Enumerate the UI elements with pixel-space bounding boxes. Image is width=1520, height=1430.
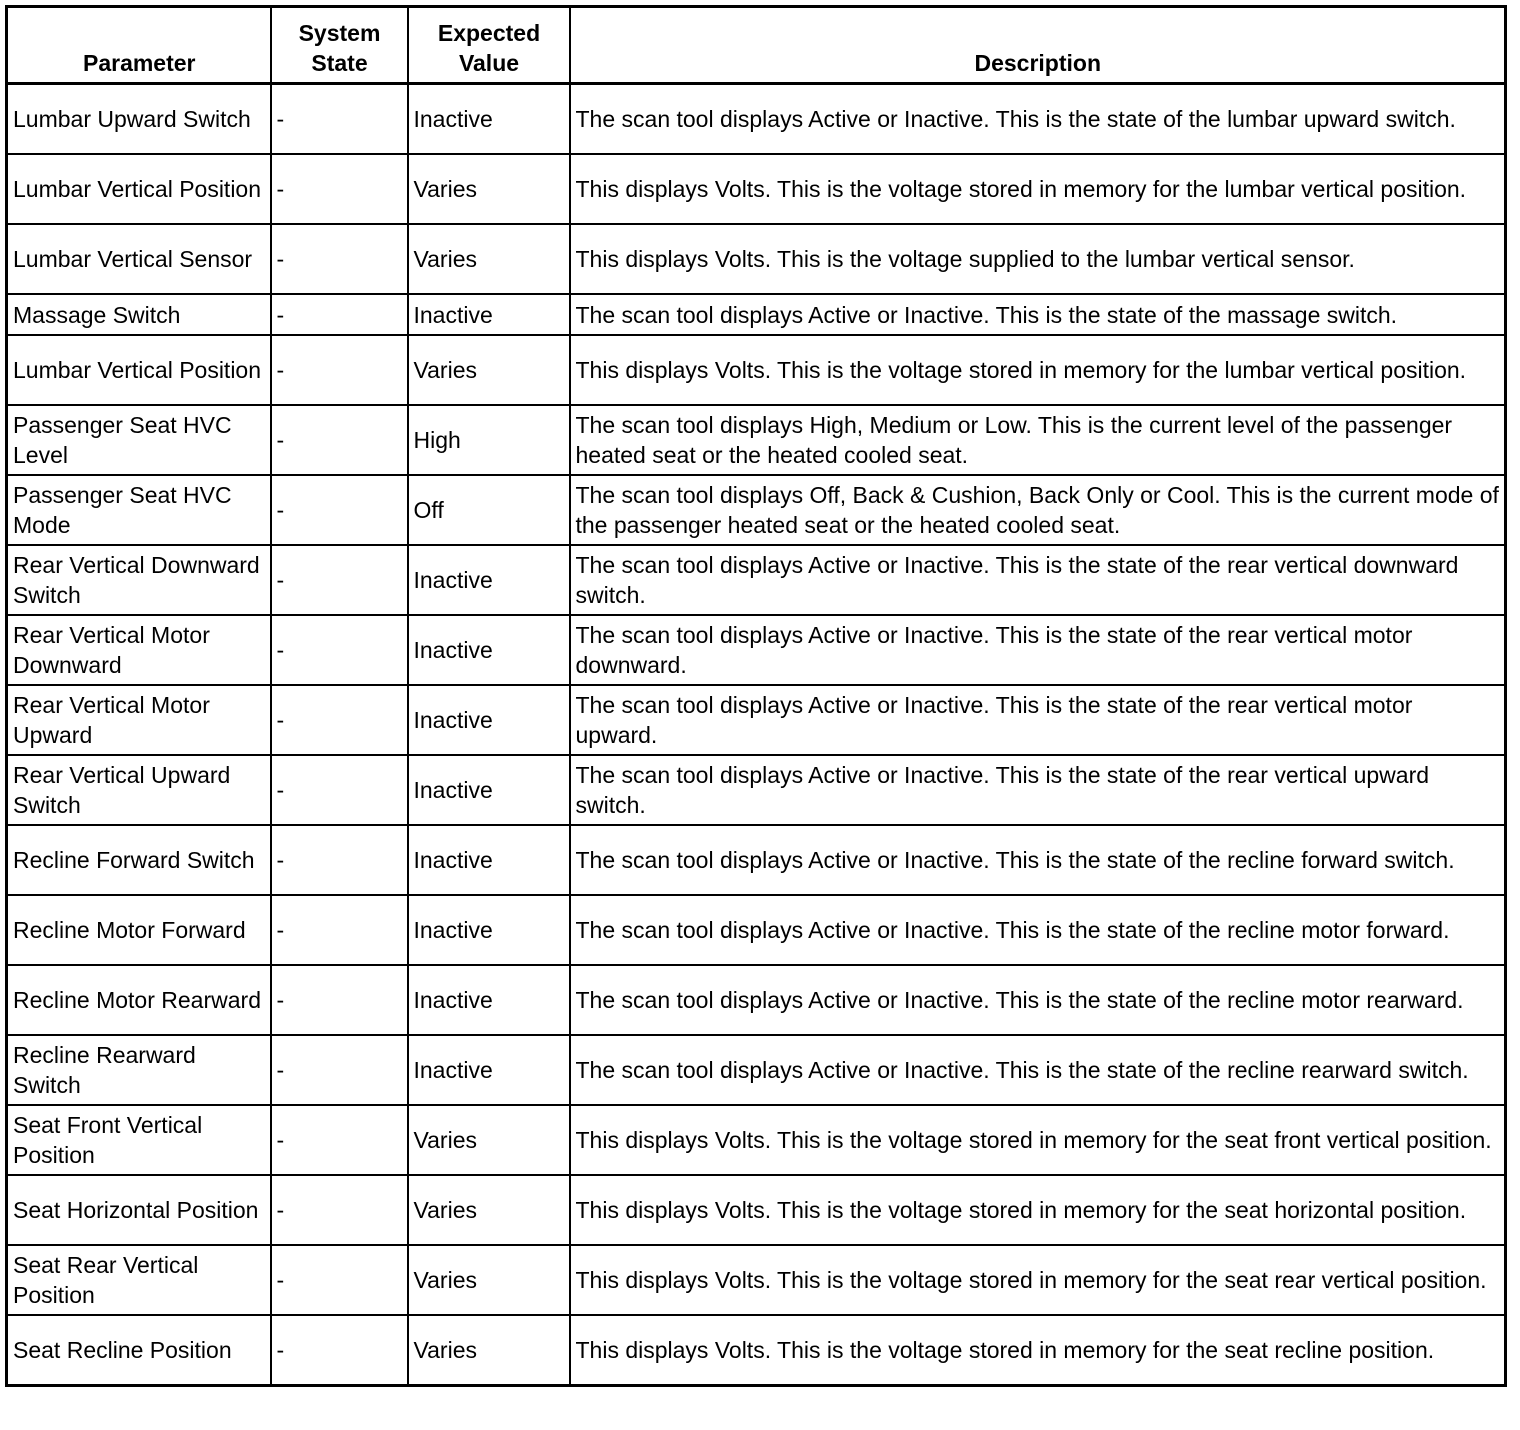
table-row bbox=[7, 615, 1506, 685]
parameter-cell: Lumbar Upward Switch bbox=[7, 84, 271, 155]
expected-value-cell: Inactive bbox=[408, 84, 570, 155]
system-state-cell: - bbox=[271, 965, 408, 1035]
table-row bbox=[7, 84, 1506, 155]
expected-value-cell: Varies bbox=[408, 224, 570, 294]
system-state-cell: - bbox=[271, 755, 408, 825]
system-state-cell: - bbox=[271, 154, 408, 224]
description-cell: The scan tool displays Off, Back & Cushion, Back Only or Cool. This is the current mode of the passenger heated seat or the heated cooled seat. bbox=[570, 475, 1506, 545]
description-cell: The scan tool displays High, Medium or Low. This is the current level of the passenger heated seat or the heated cooled seat. bbox=[570, 405, 1506, 475]
expected-value-cell: Varies bbox=[408, 1105, 570, 1175]
system-state-cell: - bbox=[271, 84, 408, 155]
expected-value-cell: Inactive bbox=[408, 755, 570, 825]
description-cell: This displays Volts. This is the voltage stored in memory for the seat front vertical position. bbox=[570, 1105, 1506, 1175]
header-expected-value: Expected Value bbox=[408, 7, 570, 84]
description-cell: The scan tool displays Active or Inactive. This is the state of the lumbar upward switch. bbox=[570, 84, 1506, 155]
description-cell: This displays Volts. This is the voltage stored in memory for the seat recline position. bbox=[570, 1315, 1506, 1386]
table-row bbox=[7, 1175, 1506, 1245]
parameter-cell: Massage Switch bbox=[7, 294, 271, 335]
description-cell: The scan tool displays Active or Inactive. This is the state of the recline motor forward. bbox=[570, 895, 1506, 965]
expected-value-cell: Varies bbox=[408, 1315, 570, 1386]
expected-value-cell: Inactive bbox=[408, 545, 570, 615]
system-state-cell: - bbox=[271, 1035, 408, 1105]
table-row bbox=[7, 825, 1506, 895]
table-row bbox=[7, 475, 1506, 545]
parameter-cell: Seat Front Vertical Position bbox=[7, 1105, 271, 1175]
parameter-cell: Recline Rearward Switch bbox=[7, 1035, 271, 1105]
system-state-cell: - bbox=[271, 615, 408, 685]
expected-value-cell: Varies bbox=[408, 1245, 570, 1315]
parameter-cell: Rear Vertical Upward Switch bbox=[7, 755, 271, 825]
expected-value-cell: Inactive bbox=[408, 685, 570, 755]
description-cell: The scan tool displays Active or Inactive. This is the state of the rear vertical downward switch. bbox=[570, 545, 1506, 615]
parameter-table bbox=[5, 5, 1507, 1387]
description-cell: This displays Volts. This is the voltage supplied to the lumbar vertical sensor. bbox=[570, 224, 1506, 294]
table-row bbox=[7, 1035, 1506, 1105]
parameter-cell: Recline Forward Switch bbox=[7, 825, 271, 895]
table-row bbox=[7, 685, 1506, 755]
description-cell: The scan tool displays Active or Inactive. This is the state of the rear vertical motor downward. bbox=[570, 615, 1506, 685]
parameter-cell: Lumbar Vertical Sensor bbox=[7, 224, 271, 294]
parameter-cell: Passenger Seat HVC Level bbox=[7, 405, 271, 475]
table-header-row bbox=[7, 7, 1506, 84]
system-state-cell: - bbox=[271, 335, 408, 405]
expected-value-cell: Inactive bbox=[408, 965, 570, 1035]
parameter-cell: Seat Recline Position bbox=[7, 1315, 271, 1386]
parameter-cell: Passenger Seat HVC Mode bbox=[7, 475, 271, 545]
parameter-cell: Lumbar Vertical Position bbox=[7, 335, 271, 405]
system-state-cell: - bbox=[271, 405, 408, 475]
expected-value-cell: Inactive bbox=[408, 294, 570, 335]
table-row bbox=[7, 1245, 1506, 1315]
expected-value-cell: Inactive bbox=[408, 1035, 570, 1105]
description-cell: The scan tool displays Active or Inactive. This is the state of the massage switch. bbox=[570, 294, 1506, 335]
table-row bbox=[7, 545, 1506, 615]
system-state-cell: - bbox=[271, 825, 408, 895]
table-row bbox=[7, 895, 1506, 965]
description-cell: The scan tool displays Active or Inactive. This is the state of the recline forward switch. bbox=[570, 825, 1506, 895]
table-row bbox=[7, 1315, 1506, 1386]
table-row bbox=[7, 755, 1506, 825]
expected-value-cell: Inactive bbox=[408, 825, 570, 895]
table-row bbox=[7, 965, 1506, 1035]
header-system-state: System State bbox=[271, 7, 408, 84]
expected-value-cell: High bbox=[408, 405, 570, 475]
expected-value-cell: Varies bbox=[408, 335, 570, 405]
table-row bbox=[7, 335, 1506, 405]
header-parameter: Parameter bbox=[7, 7, 271, 84]
table-row bbox=[7, 1105, 1506, 1175]
description-cell: The scan tool displays Active or Inactive. This is the state of the rear vertical upward switch. bbox=[570, 755, 1506, 825]
parameter-cell: Seat Horizontal Position bbox=[7, 1175, 271, 1245]
description-cell: The scan tool displays Active or Inactive. This is the state of the recline motor rearward. bbox=[570, 965, 1506, 1035]
table-row bbox=[7, 405, 1506, 475]
parameter-cell: Rear Vertical Motor Downward bbox=[7, 615, 271, 685]
expected-value-cell: Varies bbox=[408, 1175, 570, 1245]
system-state-cell: - bbox=[271, 895, 408, 965]
table-row bbox=[7, 154, 1506, 224]
parameter-cell: Rear Vertical Downward Switch bbox=[7, 545, 271, 615]
description-cell: This displays Volts. This is the voltage stored in memory for the lumbar vertical position. bbox=[570, 154, 1506, 224]
header-description: Description bbox=[570, 7, 1506, 84]
description-cell: This displays Volts. This is the voltage stored in memory for the seat horizontal position. bbox=[570, 1175, 1506, 1245]
table-body bbox=[7, 84, 1506, 1386]
expected-value-cell: Varies bbox=[408, 154, 570, 224]
system-state-cell: - bbox=[271, 1175, 408, 1245]
table-row bbox=[7, 294, 1506, 335]
parameter-cell: Lumbar Vertical Position bbox=[7, 154, 271, 224]
system-state-cell: - bbox=[271, 1245, 408, 1315]
table-row bbox=[7, 224, 1506, 294]
description-cell: The scan tool displays Active or Inactive. This is the state of the recline rearward switch. bbox=[570, 1035, 1506, 1105]
system-state-cell: - bbox=[271, 1315, 408, 1386]
parameter-cell: Seat Rear Vertical Position bbox=[7, 1245, 271, 1315]
system-state-cell: - bbox=[271, 224, 408, 294]
system-state-cell: - bbox=[271, 545, 408, 615]
system-state-cell: - bbox=[271, 475, 408, 545]
description-cell: The scan tool displays Active or Inactive. This is the state of the rear vertical motor upward. bbox=[570, 685, 1506, 755]
system-state-cell: - bbox=[271, 685, 408, 755]
system-state-cell: - bbox=[271, 294, 408, 335]
parameter-cell: Recline Motor Rearward bbox=[7, 965, 271, 1035]
expected-value-cell: Inactive bbox=[408, 895, 570, 965]
parameter-cell: Rear Vertical Motor Upward bbox=[7, 685, 271, 755]
expected-value-cell: Off bbox=[408, 475, 570, 545]
system-state-cell: - bbox=[271, 1105, 408, 1175]
description-cell: This displays Volts. This is the voltage stored in memory for the lumbar vertical position. bbox=[570, 335, 1506, 405]
parameter-cell: Recline Motor Forward bbox=[7, 895, 271, 965]
expected-value-cell: Inactive bbox=[408, 615, 570, 685]
description-cell: This displays Volts. This is the voltage stored in memory for the seat rear vertical position. bbox=[570, 1245, 1506, 1315]
